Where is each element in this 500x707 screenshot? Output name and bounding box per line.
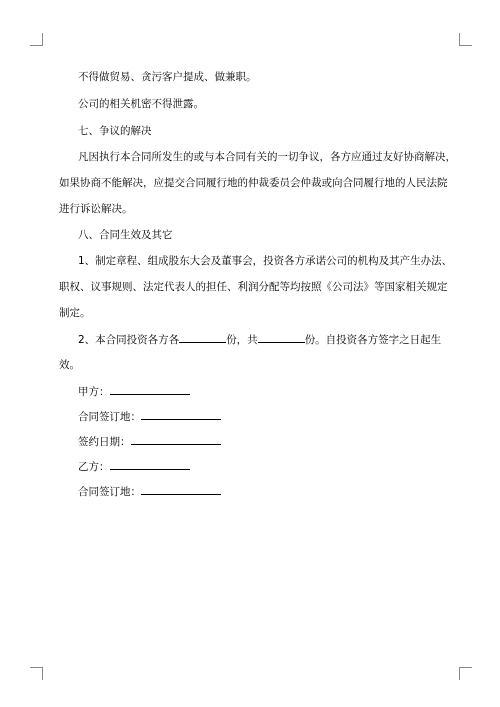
fill-in-blank-copies-total[interactable]: [258, 332, 305, 343]
text-segment: 2、本合同投资各方各: [78, 334, 180, 346]
text-line: 不得做贸易、贪污客户提成、做兼职。: [78, 71, 257, 83]
signature-line-date: [78, 434, 221, 449]
signature-label: 合同签订地：: [78, 411, 141, 423]
text-segment: 份。自投资各方签字之日起生: [304, 334, 442, 346]
crop-mark-bottom-left: [30, 667, 43, 680]
text-line: 如果协商不能解决，应提交合同履行地的仲裁委员会仲裁或向合同履行地的人民法院: [59, 177, 448, 189]
text-line: 公司的相关机密不得泄露。: [78, 98, 204, 110]
fill-in-blank-copies-each[interactable]: [179, 332, 226, 343]
signature-blank[interactable]: [141, 484, 221, 495]
signature-line-place-2: [78, 484, 221, 499]
text-line: 凡因执行本合同所发生的或与本合同有关的一切争议，各方应通过友好协商解决，: [78, 151, 456, 163]
text-line: 1、制定章程、组成股东大会及董事会，投资各方承诺公司的机构及其产生办法、: [78, 255, 453, 267]
signature-label: 合同签订地：: [78, 486, 141, 498]
text-line: 职权、议事规则、法定代表人的担任、利润分配等均按照《公司法》等国家相关规定: [59, 281, 448, 293]
signature-label: 签约日期：: [78, 436, 131, 448]
signature-label: 乙方：: [78, 461, 110, 473]
signature-line-place: [78, 409, 221, 424]
crop-mark-top-left: [30, 33, 43, 46]
signature-blank[interactable]: [131, 434, 221, 445]
crop-mark-top-right: [459, 33, 472, 46]
signature-blank[interactable]: [141, 409, 221, 420]
clause-line: [78, 332, 441, 347]
crop-mark-bottom-right: [459, 667, 472, 680]
text-line: 效。: [59, 359, 80, 371]
signature-line-party-a: [78, 384, 190, 399]
signature-blank[interactable]: [110, 459, 190, 470]
text-line: 制定。: [59, 307, 91, 319]
signature-line-party-b: [78, 459, 190, 474]
text-segment: 份，共: [226, 334, 258, 346]
signature-label: 甲方：: [78, 386, 110, 398]
section-heading: 七、争议的解决: [78, 125, 152, 137]
section-heading: 八、合同生效及其它: [78, 229, 173, 241]
text-line: 进行诉讼解决。: [59, 203, 133, 215]
signature-blank[interactable]: [110, 384, 190, 395]
